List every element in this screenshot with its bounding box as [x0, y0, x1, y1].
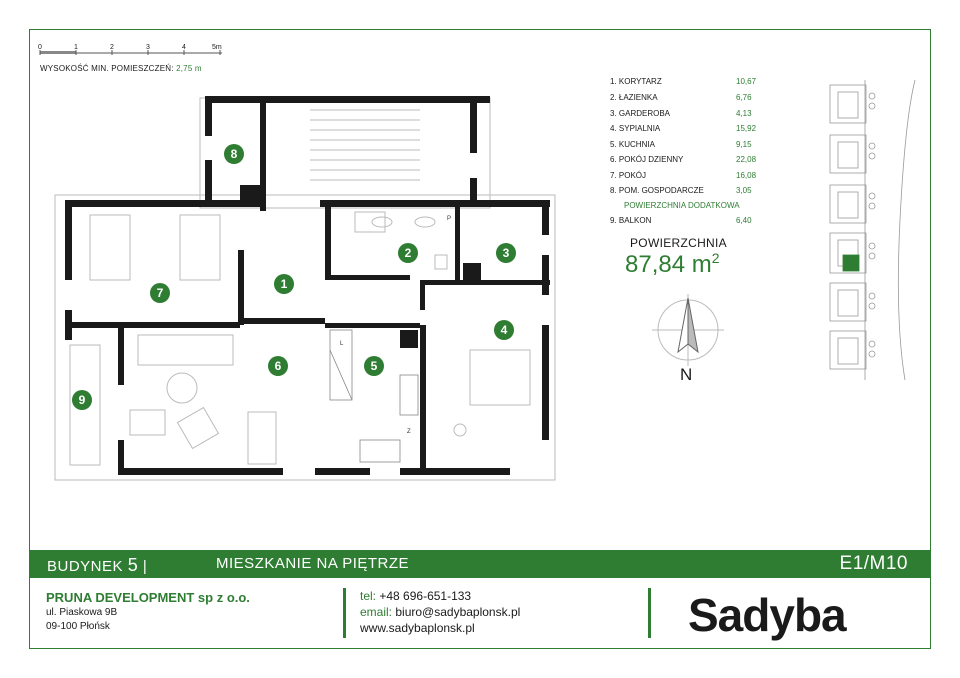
legend-room-name: 8. POM. GOSPODARCZE: [610, 186, 704, 195]
room-number-2: 2: [404, 246, 412, 260]
scale-tick-3: 3: [146, 44, 150, 51]
min-height-label: WYSOKOŚĆ MIN. POMIESZCZEŃ:: [40, 64, 174, 73]
compass-icon: [652, 294, 724, 366]
legend-room-area: 10,67: [736, 77, 757, 86]
building-info: [47, 555, 147, 576]
building-number: 5: [127, 555, 139, 575]
company-address-street: ul. Piaskowa 9B: [46, 607, 118, 618]
surface-value: [625, 250, 720, 279]
email-value[interactable]: biuro@sadybaplonsk.pl: [395, 605, 521, 619]
room-number-7: 7: [156, 286, 164, 300]
legend-room-name: 5. KUCHNIA: [610, 140, 655, 149]
legend-room-name: 3. GARDEROBA: [610, 109, 671, 118]
plan-mark-z: Z: [407, 429, 411, 435]
legend-room-area: 15,92: [736, 124, 757, 133]
key-plan: [830, 80, 915, 380]
divider: [343, 588, 346, 638]
email-label: email:: [360, 605, 393, 619]
scale-tick-5: 5m: [212, 44, 222, 51]
legend-room-area: 16,08: [736, 171, 757, 180]
room-number-1: 1: [280, 277, 288, 291]
contact-email: [360, 605, 520, 619]
legend-room-area: 6,40: [736, 216, 752, 225]
plan-walls: [65, 96, 550, 475]
divider: [648, 588, 651, 638]
legend-room-area: 22,08: [736, 155, 757, 164]
compass-label: N: [680, 365, 693, 384]
company-name: PRUNA DEVELOPMENT sp z o.o.: [46, 590, 250, 605]
min-height-value: 2,75 m: [176, 64, 202, 73]
plan-mark-p: P: [447, 216, 452, 222]
key-plan-highlight: [843, 255, 859, 271]
info-bar: [30, 550, 930, 578]
surface-value-text: 87,84 m: [625, 251, 712, 278]
legend-room-area: 9,15: [736, 140, 752, 149]
legend-extra-label: POWIERZCHNIA DODATKOWA: [624, 201, 740, 210]
legend-room-name: 4. SYPIALNIA: [610, 124, 661, 133]
scale-tick-0: 0: [38, 44, 42, 51]
legend-room-name: 9. BALKON: [610, 216, 652, 225]
legend-room-area: 6,76: [736, 93, 752, 102]
plan-outline: [55, 98, 555, 480]
plan-mark-l: L: [340, 341, 344, 347]
company-address-city: 09-100 Płońsk: [46, 621, 110, 632]
flat-type: MIESZKANIE NA PIĘTRZE: [216, 555, 410, 572]
tel-value[interactable]: +48 696-651-133: [379, 589, 472, 603]
surface-label: POWIERZCHNIA: [630, 236, 727, 250]
tel-label: tel:: [360, 589, 377, 603]
room-number-8: 8: [230, 147, 238, 161]
legend-room-name: 6. POKÓJ DZIENNY: [610, 155, 684, 164]
building-label: BUDYNEK: [47, 558, 124, 575]
contact-tel: [360, 589, 471, 603]
surface-unit-exp: 2: [711, 250, 720, 266]
room-number-4: 4: [500, 323, 508, 337]
room-number-3: 3: [502, 246, 510, 260]
scale-tick-1: 1: [74, 44, 78, 51]
room-badges: [72, 144, 516, 410]
legend-room-area: 3,05: [736, 186, 752, 195]
bar-separator: |: [142, 558, 148, 575]
legend-room-name: 1. KORYTARZ: [610, 77, 662, 86]
contact-website[interactable]: www.sadybaplonsk.pl: [360, 621, 475, 635]
legend-room-area: 4,13: [736, 109, 752, 118]
flat-code: E1/M10: [839, 553, 908, 574]
room-number-9: 9: [78, 393, 86, 407]
room-number-5: 5: [370, 359, 378, 373]
room-number-6: 6: [274, 359, 282, 373]
scale-tick-4: 4: [182, 44, 186, 51]
scale-tick-2: 2: [110, 44, 114, 51]
sadyba-logo: Sadyba: [688, 589, 846, 641]
legend-room-name: 2. ŁAZIENKA: [610, 93, 658, 102]
plan-furniture: [330, 330, 418, 462]
legend-room-name: 7. POKÓJ: [610, 171, 647, 180]
